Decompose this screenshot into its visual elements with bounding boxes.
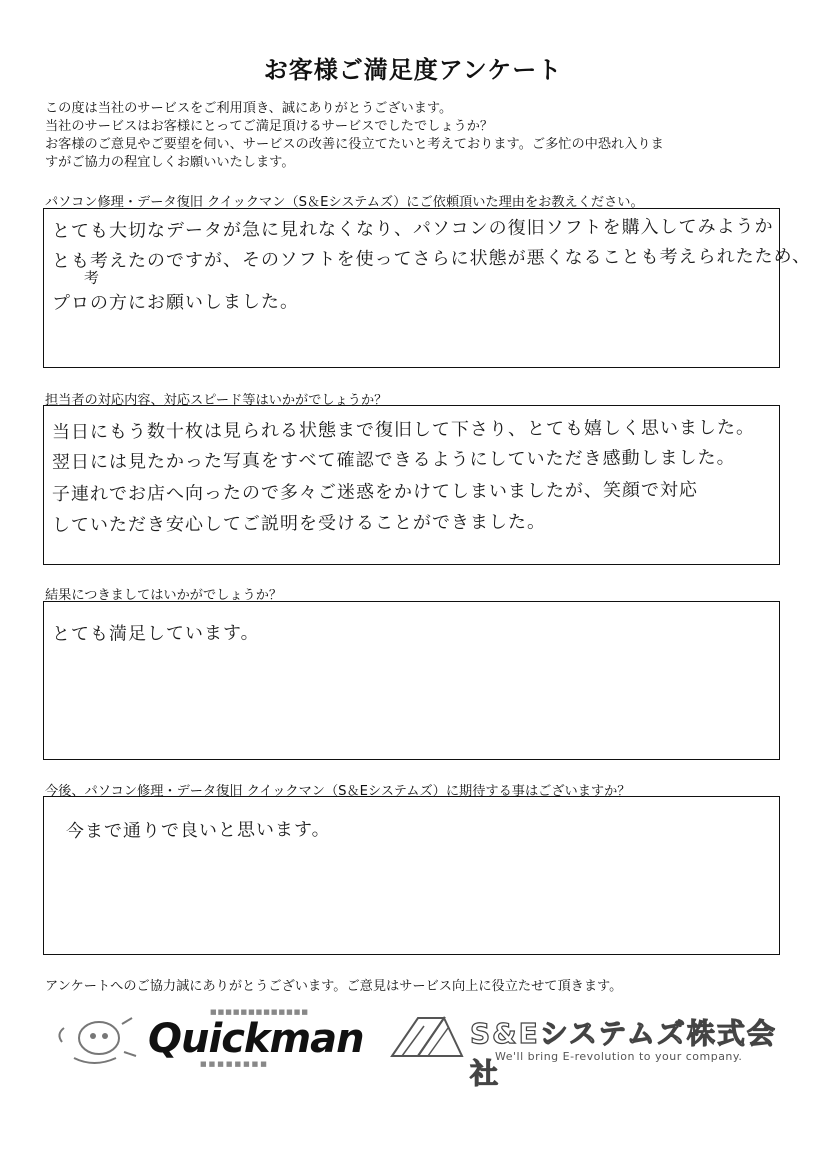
intro-line: お客様のご意見やご要望を伺い、サービスの改善に役立てたいと考えております。ご多忙の中恐れ入りま (45, 137, 664, 152)
answer-2-box[interactable] (43, 405, 780, 565)
answer-1-line: 考 (83, 268, 101, 287)
answer-2-line: していただき安心してご説明を受けることができました。 (51, 511, 547, 536)
question-4-label: 今後、パソコン修理・データ復旧 クイックマン（S＆Eシステムズ）に期待する事はございますか？ (45, 784, 631, 799)
intro-line: この度は当社のサービスをご利用頂き、誠にありがとうございます。 (45, 101, 453, 116)
question-2-label: 担当者の対応内容、対応スピード等はいかがでしょうか？ (45, 393, 388, 408)
answer-2-line: 子連れでお店へ向ったので多々ご迷惑をかけてしまいましたが、笑顔で対応 (51, 479, 699, 505)
intro-text (45, 100, 785, 172)
answer-1-line: とも考えたのですが、そのソフトを使ってさらに状態が悪くなることも考えられたため、 (51, 245, 811, 272)
answer-4-line: 今まで通りで良いと思います。 (65, 819, 331, 842)
answer-2-line: 翌日には見たかった写真をすべて確認できるようにしていただき感動しました。 (51, 447, 736, 473)
answer-3-box[interactable] (43, 601, 780, 760)
se-systems-logo-icon (388, 1012, 468, 1060)
quickman-logo-sub: ■■■■■■■■ (200, 1060, 269, 1068)
intro-line: すがご協力の程宜しくお願いいたします。 (45, 155, 295, 170)
question-1-label: パソコン修理・データ復旧 クイックマン（S＆Eシステムズ）にご依頼頂いた理由をお教えください。 (45, 195, 644, 210)
answer-3-line: とても満足しています。 (51, 622, 260, 645)
company-name-logo: S&Eシステムズ株式会社 (470, 1017, 777, 1090)
answer-1-line: とても大切なデータが急に見れなくなり、パソコンの復旧ソフトを購入してみようか (51, 215, 774, 242)
question-3-label: 結果につきましてはいかがでしょうか？ (45, 588, 283, 603)
answer-1-box[interactable] (43, 208, 811, 368)
company-tagline: We'll bring E-revolution to your company. (495, 1050, 743, 1063)
answer-1-line: プロの方にお願いしました。 (51, 291, 300, 314)
quickman-logo: Quickman (148, 1016, 364, 1062)
page-title: お客様ご満足度アンケート (263, 56, 563, 84)
mascot-icon (44, 1014, 144, 1070)
logo-row (40, 1008, 800, 1090)
answer-4-box[interactable] (43, 796, 780, 955)
answer-2-line: 当日にもう数十枚は見られる状態まで復旧して下さり、とても嬉しく思いました。 (51, 417, 756, 443)
intro-line: 当社のサービスはお客様にとってご満足頂けるサービスでしたでしょうか？ (45, 119, 494, 134)
footer-text: アンケートへのご協力誠にありがとうございます。ご意見はサービス向上に役立たせて頂きます。 (45, 979, 623, 994)
quickman-logo-top-text: ■■■■■■■■■■■■■ (210, 1008, 309, 1016)
